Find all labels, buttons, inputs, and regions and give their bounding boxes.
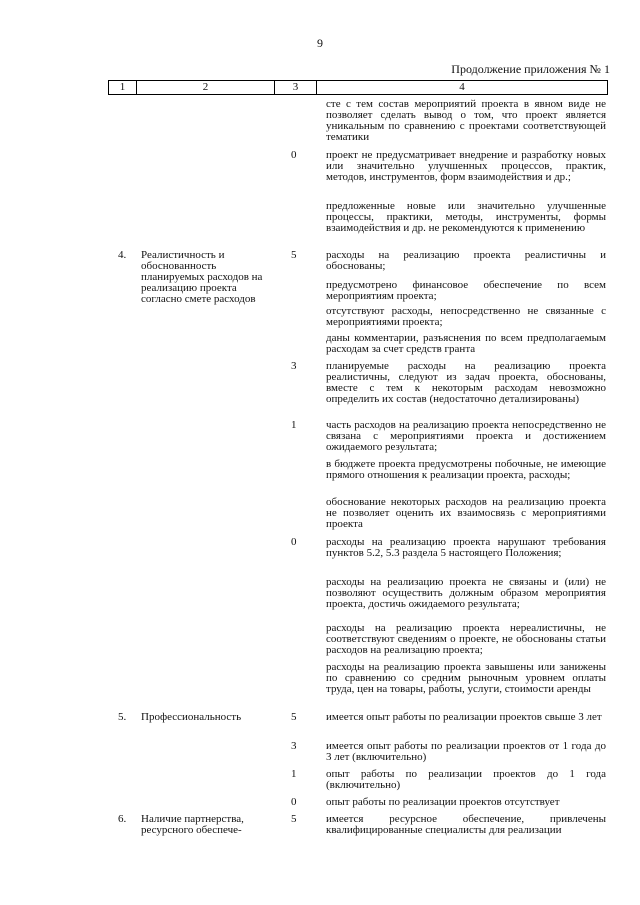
criterion-cell: Реалистичность и обоснованность планируемых расходов на реализацию проекта согласно смете расходов xyxy=(141,249,263,305)
description-cell: часть расходов на реализацию проекта непосредственно не связана с мероприятиями проекта и достижением ожидаемого результата; xyxy=(326,419,606,453)
score-cell: 5 xyxy=(291,813,297,825)
description-cell: отсутствуют расходы, непосредственно не связанные с мероприятиями проекта; xyxy=(326,305,606,328)
description-cell: расходы на реализацию проекта реалистичны и обоснованы; xyxy=(326,249,606,272)
table-header xyxy=(108,80,608,95)
description-cell: обоснование некоторых расходов на реализацию проекта не позволяет оценить их взаимосвязь с мероприятиями проекта xyxy=(326,496,606,530)
score-cell: 0 xyxy=(291,149,297,161)
header-cell-3: 3 xyxy=(275,81,317,94)
page-number: 9 xyxy=(317,36,323,50)
description-cell: опыт работы по реализации проектов отсутствует xyxy=(326,796,560,808)
criterion-cell: Наличие партнерства, ресурсного обеспече- xyxy=(141,813,244,836)
description-cell: даны комментарии, разъяснения по всем предполагаемым расходам за счет средств гранта xyxy=(326,332,606,355)
description-cell: расходы на реализацию проекта не связаны и (или) не позволяют осуществить должным образом мероприятия проекта, достичь ожидаемого результата; xyxy=(326,576,606,610)
description-cell: имеется ресурсное обеспечение, привлечены квалифицированные специалисты для реализации xyxy=(326,813,606,836)
score-cell: 0 xyxy=(291,796,297,808)
row-number: 4. xyxy=(118,249,127,261)
score-cell: 5 xyxy=(291,711,297,723)
score-cell: 3 xyxy=(291,360,297,372)
description-cell: планируемые расходы на реализацию проекта реалистичны, следуют из задач проекта, обоснованы, вместе с тем к некоторым расходам невозможно определить их состав (недостаточно детализированы) xyxy=(326,360,606,405)
score-cell: 3 xyxy=(291,740,297,752)
score-cell: 1 xyxy=(291,768,297,780)
criterion-cell: Профессиональность xyxy=(141,711,242,723)
description-cell: предложенные новые или значительно улучшенные процессы, практики, методы, инструменты, формы взаимодействия и др. не рекомендуются к применению xyxy=(326,200,606,234)
row-number: 5. xyxy=(118,711,127,723)
score-cell: 5 xyxy=(291,249,297,261)
description-cell: имеется опыт работы по реализации проектов свыше 3 лет xyxy=(326,711,602,723)
continuation-label: Продолжение приложения № 1 xyxy=(451,62,610,76)
description-cell: расходы на реализацию проекта нереалистичны, не соответствуют сведениям о проекте, не обоснованы статьи расходов на реализацию проекта; xyxy=(326,622,606,656)
row-number: 6. xyxy=(118,813,127,825)
description-cell: расходы на реализацию проекта нарушают требования пунктов 5.2, 5.3 раздела 5 настоящего Положения; xyxy=(326,536,606,559)
description-cell: в бюджете проекта предусмотрены побочные, не имеющие прямого отношения к реализации проекта, расходы; xyxy=(326,458,606,481)
description-cell: расходы на реализацию проекта завышены или занижены по сравнению со средним рыночным уровнем оплаты труда, цен на товары, работы, услуги, стоимости аренды xyxy=(326,661,606,695)
description-cell: имеется опыт работы по реализации проектов от 1 года до 3 лет (включительно) xyxy=(326,740,606,763)
score-cell: 0 xyxy=(291,536,297,548)
description-cell: предусмотрено финансовое обеспечение по всем мероприятиям проекта; xyxy=(326,279,606,302)
header-cell-1: 1 xyxy=(109,81,137,94)
header-cell-4: 4 xyxy=(459,81,465,93)
description-cell: проект не предусматривает внедрение и разработку новых или значительно улучшенных процессов, практик, методов, инструментов, форм взаимодействия и др.; xyxy=(326,149,606,183)
description-cell: сте с тем состав мероприятий проекта в явном виде не позволяет сделать вывод о том, что проект является уникальным по сравнению с проектами соответствующей тематики xyxy=(326,98,606,143)
header-cell-2: 2 xyxy=(137,81,275,94)
description-cell: опыт работы по реализации проектов до 1 года (включительно) xyxy=(326,768,606,791)
score-cell: 1 xyxy=(291,419,297,431)
